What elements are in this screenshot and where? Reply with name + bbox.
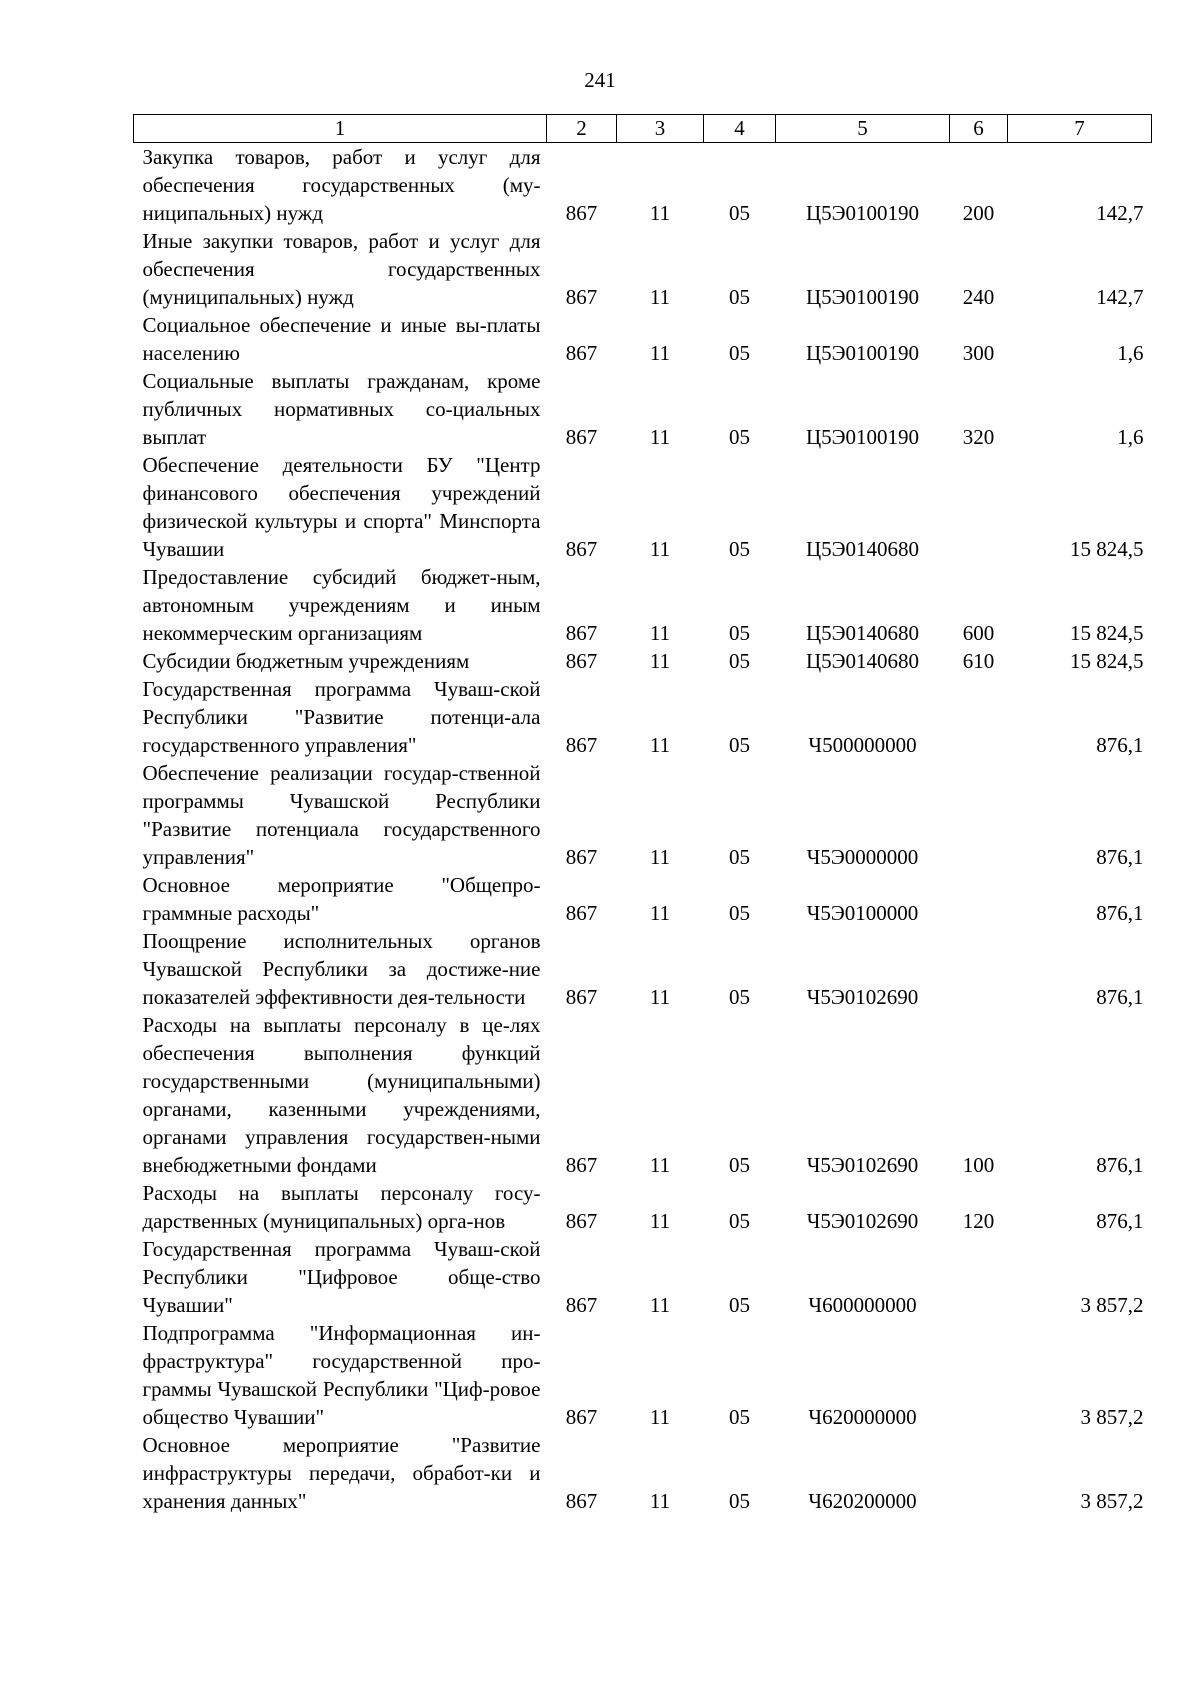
row-description: Поощрение исполнительных органов Чувашской Республики за достиже-ние показателей эффективности дея-тельности bbox=[142, 929, 541, 1009]
row-ministry-code: 867 bbox=[565, 201, 598, 225]
row-description: Субсидии бюджетным учреждениям bbox=[142, 649, 470, 673]
row-ministry-code: 867 bbox=[565, 285, 598, 309]
row-subsection-code: 05 bbox=[729, 845, 750, 869]
row-description: Социальное обеспечение и иные вы-платы населению bbox=[142, 313, 541, 365]
row-amount: 876,1 bbox=[1096, 985, 1144, 1009]
row-amount: 142,7 bbox=[1096, 285, 1144, 309]
row-subsection-code: 05 bbox=[729, 1153, 750, 1177]
row-section-code: 11 bbox=[649, 1489, 671, 1513]
table-row bbox=[134, 871, 1152, 927]
row-ministry-code: 867 bbox=[565, 845, 598, 869]
row-description: Государственная программа Чуваш-ской Республики "Развитие потенци-ала государственного управления" bbox=[142, 677, 541, 757]
row-expense-type-code: 320 bbox=[962, 425, 995, 449]
row-section-code: 11 bbox=[649, 845, 671, 869]
row-subsection-code: 05 bbox=[729, 425, 750, 449]
row-ministry-code: 867 bbox=[565, 985, 598, 1009]
row-subsection-code: 05 bbox=[729, 1209, 750, 1233]
row-target-code: Ч5Э0102690 bbox=[806, 985, 919, 1009]
row-description: Основное мероприятие "Общепро-граммные расходы" bbox=[142, 873, 541, 925]
row-target-code: Ч5Э0102690 bbox=[806, 1209, 919, 1233]
row-target-code: Ч620200000 bbox=[808, 1489, 917, 1513]
row-section-code: 11 bbox=[649, 985, 671, 1009]
row-section-code: 11 bbox=[649, 649, 671, 673]
row-subsection-code: 05 bbox=[729, 341, 750, 365]
row-expense-type-code bbox=[950, 1235, 1008, 1319]
table-row bbox=[134, 143, 1152, 228]
row-description: Подпрограмма "Информационная ин-фраструктура" государственной про-граммы Чувашской Республики "Циф-ровое общество Чувашии" bbox=[142, 1321, 541, 1429]
row-expense-type-code bbox=[950, 927, 1008, 1011]
table-row bbox=[134, 451, 1152, 563]
row-amount: 3 857,2 bbox=[1080, 1405, 1144, 1429]
row-description: Обеспечение реализации государ-ственной программы Чувашской Республики "Развитие потенциала государственного управления" bbox=[142, 761, 541, 869]
row-target-code: Ц5Э0100190 bbox=[805, 201, 920, 225]
row-ministry-code: 867 bbox=[565, 621, 598, 645]
header-col-3: 3 bbox=[617, 115, 704, 143]
page-number: 241 bbox=[584, 68, 616, 92]
row-expense-type-code: 600 bbox=[962, 621, 995, 645]
header-col-6: 6 bbox=[950, 115, 1008, 143]
row-description: Иные закупки товаров, работ и услуг для обеспечения государственных (муниципальных) нужд bbox=[142, 229, 541, 309]
table-row bbox=[134, 1319, 1152, 1431]
row-target-code: Ц5Э0100190 bbox=[805, 285, 920, 309]
row-ministry-code: 867 bbox=[565, 1153, 598, 1177]
row-target-code: Ч5Э0102690 bbox=[806, 1153, 919, 1177]
row-ministry-code: 867 bbox=[565, 425, 598, 449]
table-row bbox=[134, 675, 1152, 759]
table-row bbox=[134, 367, 1152, 451]
table-row bbox=[134, 1431, 1152, 1515]
row-expense-type-code bbox=[950, 1319, 1008, 1431]
row-section-code: 11 bbox=[649, 285, 671, 309]
row-expense-type-code: 100 bbox=[962, 1153, 995, 1177]
row-ministry-code: 867 bbox=[565, 537, 598, 561]
header-col-4: 4 bbox=[704, 115, 776, 143]
row-subsection-code: 05 bbox=[729, 201, 750, 225]
row-section-code: 11 bbox=[649, 425, 671, 449]
row-amount: 876,1 bbox=[1096, 901, 1144, 925]
row-amount: 142,7 bbox=[1096, 201, 1144, 225]
row-subsection-code: 05 bbox=[729, 1489, 750, 1513]
row-description: Основное мероприятие "Развитие инфраструктуры передачи, обработ-ки и хранения данных" bbox=[142, 1433, 541, 1513]
row-target-code: Ч600000000 bbox=[808, 1293, 917, 1317]
row-target-code: Ц5Э0140680 bbox=[805, 649, 920, 673]
row-ministry-code: 867 bbox=[565, 1209, 598, 1233]
table-row bbox=[134, 227, 1152, 311]
row-subsection-code: 05 bbox=[729, 733, 750, 757]
row-ministry-code: 867 bbox=[565, 1293, 598, 1317]
table-row bbox=[134, 1179, 1152, 1235]
row-expense-type-code bbox=[950, 451, 1008, 563]
row-ministry-code: 867 bbox=[565, 1405, 598, 1429]
row-subsection-code: 05 bbox=[729, 1293, 750, 1317]
row-description: Социальные выплаты гражданам, кроме публичных нормативных со-циальных выплат bbox=[142, 369, 541, 449]
row-target-code: Ц5Э0100190 bbox=[805, 341, 920, 365]
row-target-code: Ч500000000 bbox=[808, 733, 917, 757]
row-section-code: 11 bbox=[649, 621, 671, 645]
row-section-code: 11 bbox=[649, 1293, 671, 1317]
row-expense-type-code: 240 bbox=[962, 285, 995, 309]
row-target-code: Ц5Э0140680 bbox=[805, 621, 920, 645]
row-target-code: Ч5Э0100000 bbox=[806, 901, 919, 925]
row-section-code: 11 bbox=[649, 201, 671, 225]
row-amount: 876,1 bbox=[1096, 1209, 1144, 1233]
row-section-code: 11 bbox=[649, 733, 671, 757]
row-amount: 1,6 bbox=[1117, 425, 1144, 449]
row-ministry-code: 867 bbox=[565, 649, 598, 673]
row-amount: 876,1 bbox=[1096, 845, 1144, 869]
row-expense-type-code bbox=[950, 759, 1008, 871]
row-section-code: 11 bbox=[649, 1405, 671, 1429]
row-subsection-code: 05 bbox=[729, 621, 750, 645]
row-amount: 15 824,5 bbox=[1070, 537, 1144, 561]
table-row bbox=[134, 927, 1152, 1011]
header-row bbox=[134, 115, 1152, 143]
header-col-2: 2 bbox=[547, 115, 617, 143]
row-ministry-code: 867 bbox=[565, 733, 598, 757]
row-ministry-code: 867 bbox=[565, 341, 598, 365]
table-row bbox=[134, 1011, 1152, 1179]
row-target-code: Ч5Э0000000 bbox=[806, 845, 919, 869]
table-row bbox=[134, 759, 1152, 871]
table-row bbox=[134, 1235, 1152, 1319]
row-description: Расходы на выплаты персоналу в це-лях обеспечения выполнения функций государственными (муниципальными) органами, казенными учреждениями, органами управления государствен-ными внебюджетными фондами bbox=[142, 1013, 541, 1177]
row-section-code: 11 bbox=[649, 537, 671, 561]
row-section-code: 11 bbox=[649, 341, 671, 365]
header-col-7: 7 bbox=[1008, 115, 1152, 143]
row-ministry-code: 867 bbox=[565, 1489, 598, 1513]
row-expense-type-code bbox=[950, 1431, 1008, 1515]
row-expense-type-code: 120 bbox=[962, 1209, 995, 1233]
row-subsection-code: 05 bbox=[729, 1405, 750, 1429]
row-description: Государственная программа Чуваш-ской Республики "Цифровое обще-ство Чувашии" bbox=[142, 1237, 541, 1317]
row-description: Обеспечение деятельности БУ "Центр финансового обеспечения учреждений физической культуры и спорта" Минспорта Чувашии bbox=[142, 453, 541, 561]
row-subsection-code: 05 bbox=[729, 985, 750, 1009]
row-section-code: 11 bbox=[649, 901, 671, 925]
row-target-code: Ч620000000 bbox=[808, 1405, 917, 1429]
row-expense-type-code bbox=[950, 871, 1008, 927]
row-amount: 876,1 bbox=[1096, 733, 1144, 757]
row-description: Предоставление субсидий бюджет-ным, автономным учреждениям и иным некоммерческим организациям bbox=[142, 565, 541, 645]
row-subsection-code: 05 bbox=[729, 901, 750, 925]
row-target-code: Ц5Э0100190 bbox=[805, 425, 920, 449]
table-row bbox=[134, 311, 1152, 367]
row-subsection-code: 05 bbox=[729, 649, 750, 673]
row-amount: 3 857,2 bbox=[1080, 1489, 1144, 1513]
row-amount: 3 857,2 bbox=[1080, 1293, 1144, 1317]
row-expense-type-code: 610 bbox=[962, 649, 995, 673]
row-amount: 15 824,5 bbox=[1070, 621, 1144, 645]
table-row bbox=[134, 647, 1152, 675]
row-section-code: 11 bbox=[649, 1209, 671, 1233]
header-col-5: 5 bbox=[776, 115, 950, 143]
row-expense-type-code bbox=[950, 675, 1008, 759]
row-description: Расходы на выплаты персоналу госу-дарственных (муниципальных) орга-нов bbox=[142, 1181, 541, 1233]
row-target-code: Ц5Э0140680 bbox=[805, 537, 920, 561]
table-row bbox=[134, 563, 1152, 647]
row-section-code: 11 bbox=[649, 1153, 671, 1177]
row-amount: 876,1 bbox=[1096, 1153, 1144, 1177]
row-description: Закупка товаров, работ и услуг для обеспечения государственных (му-ниципальных) нужд bbox=[142, 145, 541, 225]
header-col-1: 1 bbox=[134, 115, 547, 143]
row-expense-type-code: 200 bbox=[962, 201, 995, 225]
row-subsection-code: 05 bbox=[729, 285, 750, 309]
row-expense-type-code: 300 bbox=[962, 341, 995, 365]
row-subsection-code: 05 bbox=[729, 537, 750, 561]
row-amount: 15 824,5 bbox=[1070, 649, 1144, 673]
row-amount: 1,6 bbox=[1117, 341, 1144, 365]
row-ministry-code: 867 bbox=[565, 901, 598, 925]
budget-table bbox=[133, 114, 1152, 1515]
